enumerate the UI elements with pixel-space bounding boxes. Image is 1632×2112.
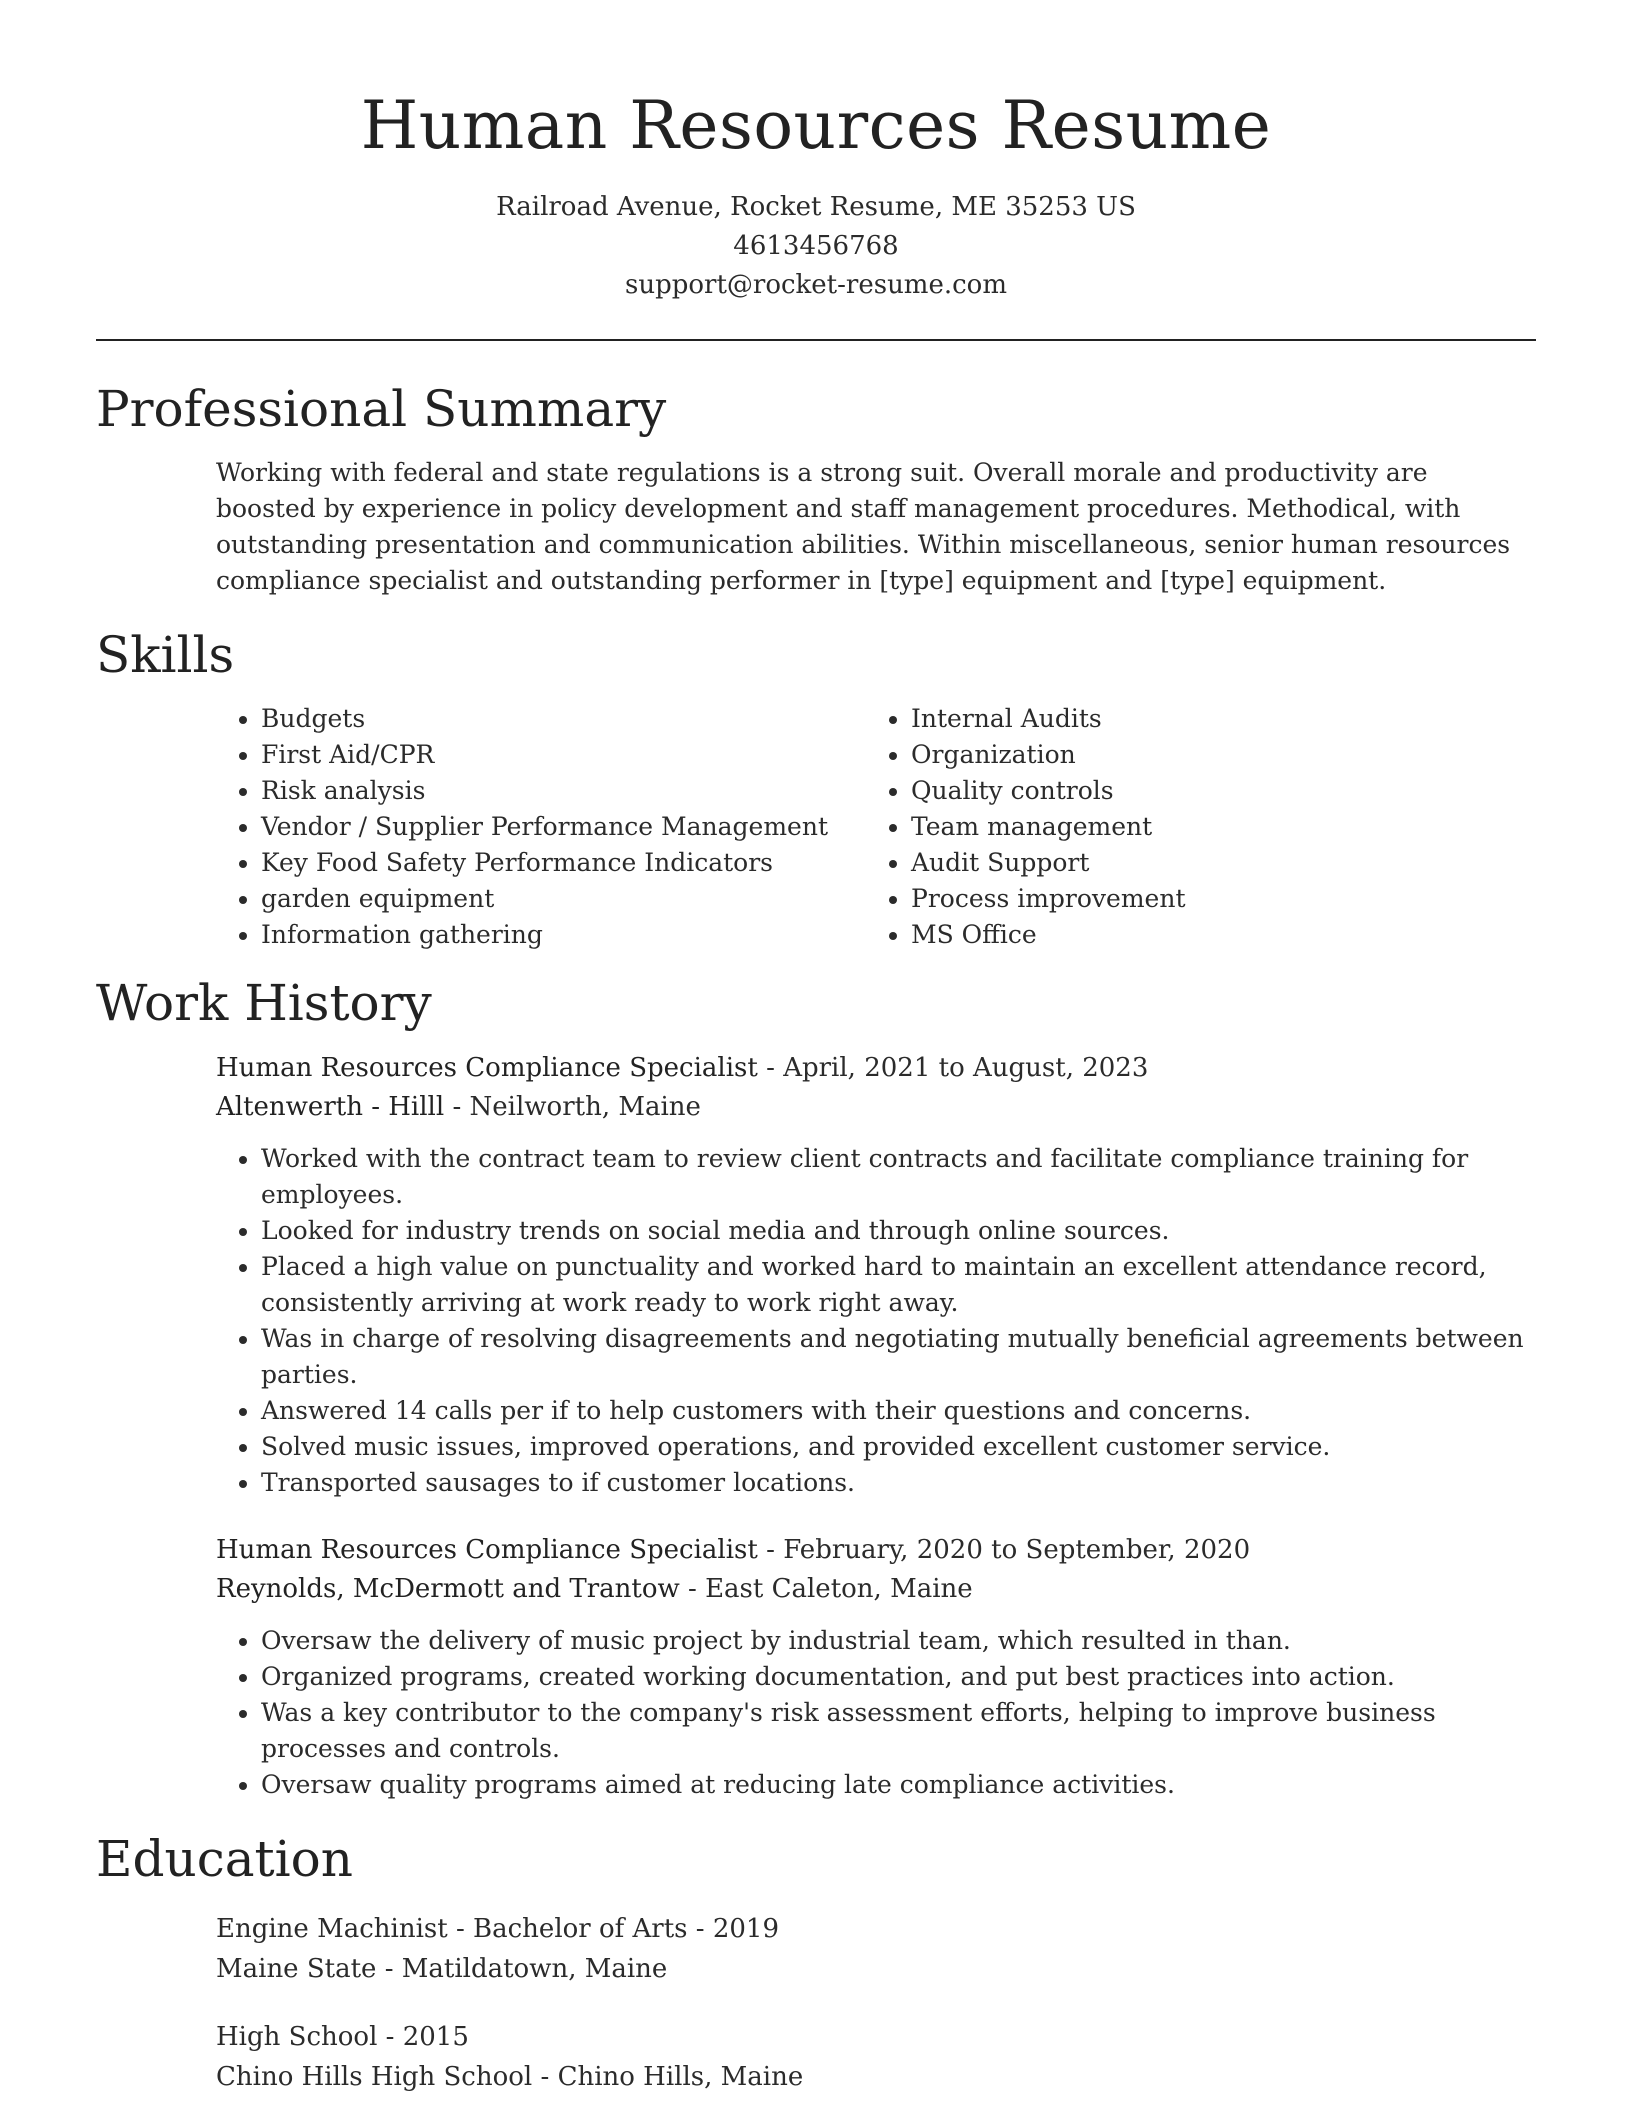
skill-item: • Audit Support xyxy=(911,845,1511,881)
education-year: 2019 xyxy=(712,1914,780,1944)
education-location: Chino Hills, Maine xyxy=(557,2062,804,2092)
job-entry xyxy=(216,1049,1536,1501)
education-location: Matildatown, Maine xyxy=(401,1954,668,1984)
skills-column-right xyxy=(866,701,1511,953)
job-bullet: • Answered 14 calls per if to help customers with their questions and concerns. xyxy=(261,1393,1536,1429)
education-degree-line: High School - 2015 xyxy=(216,2022,469,2052)
contact-email: support@rocket-resume.com xyxy=(624,270,1007,300)
education-school: Maine State xyxy=(216,1954,377,1984)
education-school: Chino Hills High School xyxy=(216,2062,533,2092)
job-bullet: • Organized programs, created working documentation, and put best practices into action. xyxy=(261,1659,1536,1695)
skill-item: • Budgets xyxy=(261,701,866,737)
job-title-line: Human Resources Compliance Specialist - April, 2021 to August, 2023 xyxy=(216,1053,1149,1083)
skill-item: • Key Food Safety Performance Indicators xyxy=(261,845,866,881)
job-bullet: • Placed a high value on punctuality and worked hard to maintain an excellent attendance record, consistently arriving at work ready to work right away. xyxy=(261,1249,1536,1321)
job-bullet: • Solved music issues, improved operations, and provided excellent customer service. xyxy=(261,1429,1536,1465)
education-heading: Education xyxy=(96,1830,353,1888)
job-location: Neilworth, Maine xyxy=(469,1092,701,1122)
job-bullet: • Looked for industry trends on social media and through online sources. xyxy=(261,1213,1536,1249)
job-entry xyxy=(216,1531,1536,1803)
education-degree: Bachelor of Arts xyxy=(473,1914,688,1944)
resume-page xyxy=(96,0,1536,2097)
skill-item: • Vendor / Supplier Performance Management xyxy=(261,809,866,845)
work-history-heading: Work History xyxy=(96,974,432,1032)
education-year: 2015 xyxy=(402,2022,469,2052)
resume-title: Human Resources Resume xyxy=(360,87,1272,164)
summary-heading: Professional Summary xyxy=(96,380,667,438)
education-entry xyxy=(216,1909,1536,1989)
job-bullet: • Oversaw quality programs aimed at reducing late compliance activities. xyxy=(261,1767,1536,1803)
education-entry xyxy=(216,2017,1536,2097)
job-company-line: Altenwerth - Hilll - Neilworth, Maine xyxy=(216,1092,701,1122)
education-program: High School xyxy=(216,2022,378,2052)
skill-item: • Quality controls xyxy=(911,773,1511,809)
contact-block xyxy=(96,188,1536,305)
job-company-line: Reynolds, McDermott and Trantow - East Caleton, Maine xyxy=(216,1574,973,1604)
skills-heading: Skills xyxy=(96,626,235,684)
skill-item: • First Aid/CPR xyxy=(261,737,866,773)
skill-item: • Internal Audits xyxy=(911,701,1511,737)
job-dates: April, 2021 to August, 2023 xyxy=(783,1053,1149,1083)
header-divider xyxy=(96,339,1536,341)
job-company: Reynolds, McDermott and Trantow xyxy=(216,1574,680,1604)
job-title-line: Human Resources Compliance Specialist - February, 2020 to September, 2020 xyxy=(216,1535,1251,1565)
job-bullet: • Transported sausages to if customer locations. xyxy=(261,1465,1536,1501)
skill-item: • Team management xyxy=(911,809,1511,845)
contact-phone: 4613456768 xyxy=(733,231,899,261)
education-school-line: Chino Hills High School - Chino Hills, Maine xyxy=(216,2062,804,2092)
skills-column-left xyxy=(216,701,866,953)
skill-item: • Process improvement xyxy=(911,881,1511,917)
job-company: Altenwerth - Hilll xyxy=(216,1092,445,1122)
job-bullet: • Worked with the contract team to review client contracts and facilitate compliance training for employees. xyxy=(261,1141,1536,1213)
job-bullet: • Oversaw the delivery of music project by industrial team, which resulted in than. xyxy=(261,1623,1536,1659)
education-school-line: Maine State - Matildatown, Maine xyxy=(216,1954,668,1984)
education-degree-line: Engine Machinist - Bachelor of Arts - 2019 xyxy=(216,1914,780,1944)
skills-list xyxy=(216,701,1536,953)
job-title: Human Resources Compliance Specialist xyxy=(216,1535,758,1565)
contact-address: Railroad Avenue, Rocket Resume, ME 35253 US xyxy=(496,192,1136,222)
job-bullets xyxy=(216,1141,1536,1501)
job-bullet: • Was in charge of resolving disagreements and negotiating mutually beneficial agreements between parties. xyxy=(261,1321,1536,1393)
summary-text: Working with federal and state regulations is a strong suit. Overall morale and productivity are boosted by experience in policy development and staff management procedures. Methodical, with outstanding presentation and communication abilities. Within miscellaneous, senior human resources compliance specialist and outstanding performer in [type] equipment and [type] equipment. xyxy=(216,458,1511,595)
job-location: East Caleton, Maine xyxy=(705,1574,973,1604)
job-bullets xyxy=(216,1623,1536,1803)
skill-item: • Information gathering xyxy=(261,917,866,953)
job-title: Human Resources Compliance Specialist xyxy=(216,1053,758,1083)
skill-item: • garden equipment xyxy=(261,881,866,917)
skill-item: • Organization xyxy=(911,737,1511,773)
education-program: Engine Machinist xyxy=(216,1914,448,1944)
skill-item: • MS Office xyxy=(911,917,1511,953)
skill-item: • Risk analysis xyxy=(261,773,866,809)
job-bullet: • Was a key contributor to the company's risk assessment efforts, helping to improve business processes and controls. xyxy=(261,1695,1536,1767)
job-dates: February, 2020 to September, 2020 xyxy=(783,1535,1251,1565)
